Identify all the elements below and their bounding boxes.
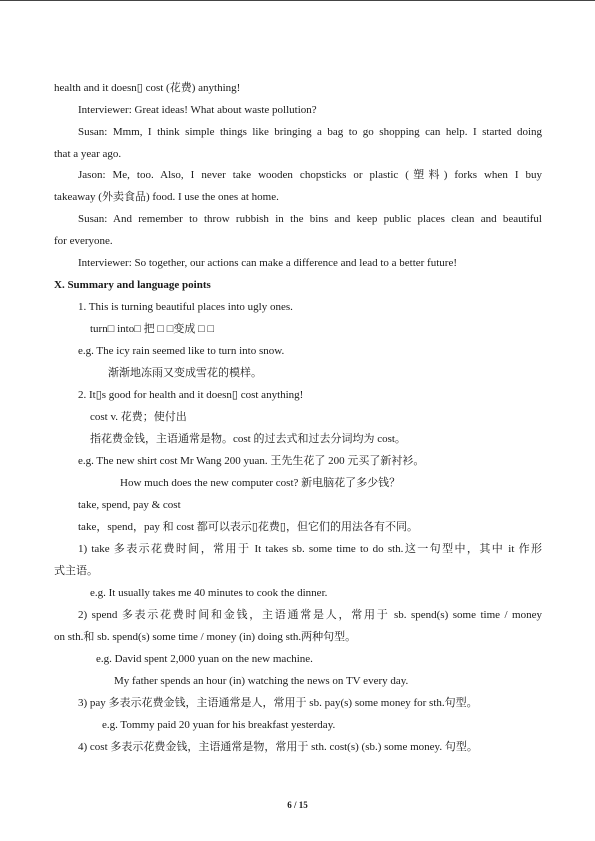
point-line: 1. This is turning beautiful places into ugly ones.: [78, 301, 293, 313]
point-line: 2) spend 多表示花费时间和金钱，主语通常是人，常用于 sb. spend(s) some time / money: [78, 609, 542, 621]
point-line: turn□ into□ 把 □ □变成 □ □: [90, 323, 215, 335]
point-line: 3) pay 多表示花费金钱，主语通常是人，常用于 sb. pay(s) some money for sth.句型。: [78, 697, 478, 709]
dialogue-line: Interviewer: Great ideas! What about waste pollution?: [78, 104, 317, 116]
point-line: e.g. Tommy paid 20 yuan for his breakfast yesterday.: [102, 719, 336, 731]
point-line: 式主语。: [54, 565, 98, 577]
point-line: 渐渐地冻雨又变成雪花的模样。: [108, 367, 262, 379]
point-line: take, spend, pay & cost: [78, 499, 181, 511]
point-line: 1) take 多表示花费时间，常用于 It takes sb. some time to do sth.这一句型中，其中 it 作形: [78, 543, 542, 555]
point-line: e.g. The new shirt cost Mr Wang 200 yuan. 王先生花了 200 元买了新衬衫。: [78, 455, 425, 467]
point-line: cost v. 花费；使付出: [90, 411, 187, 423]
dialogue-line: Interviewer: So together, our actions can make a difference and lead to a better future!: [78, 257, 457, 269]
point-line: take，spend，pay 和 cost 都可以表示▯花费▯，但它们的用法各有不同。: [78, 521, 418, 533]
page-number: 6 / 15: [287, 800, 308, 810]
page-top-rule: [0, 0, 595, 1]
dialogue-line: takeaway (外卖食品) food. I use the ones at home.: [54, 191, 279, 203]
point-line: e.g. The icy rain seemed like to turn into snow.: [78, 345, 285, 357]
point-line: 2. It▯s good for health and it doesn▯ cost anything!: [78, 389, 304, 401]
dialogue-line: Susan: Mmm, I think simple things like bringing a bag to go shopping can help. I started doing: [78, 126, 542, 138]
dialogue-line: for everyone.: [54, 235, 113, 247]
dialogue-line: Jason: Me, too. Also, I never take wooden chopsticks or plastic (塑料) forks when I buy: [78, 169, 542, 181]
point-line: e.g. It usually takes me 40 minutes to cook the dinner.: [90, 587, 328, 599]
point-line: My father spends an hour (in) watching the news on TV every day.: [114, 675, 409, 687]
dialogue-line: that a year ago.: [54, 148, 122, 160]
dialogue-line: Susan: And remember to throw rubbish in the bins and keep public places clean and beautiful: [78, 213, 542, 225]
point-line: 指花费金钱，主语通常是物。cost 的过去式和过去分词均为 cost。: [90, 433, 406, 445]
point-line: e.g. David spent 2,000 yuan on the new machine.: [96, 653, 313, 665]
section-heading: X. Summary and language points: [54, 279, 211, 291]
dialogue-line: health and it doesn▯ cost (花费) anything!: [54, 82, 241, 94]
point-line: on sth.和 sb. spend(s) some time / money (in) doing sth.两种句型。: [54, 631, 357, 643]
point-line: How much does the new computer cost? 新电脑花了多少钱？: [120, 477, 401, 489]
point-line: 4) cost 多表示花费金钱，主语通常是物，常用于 sth. cost(s) (sb.) some money. 句型。: [78, 741, 478, 753]
